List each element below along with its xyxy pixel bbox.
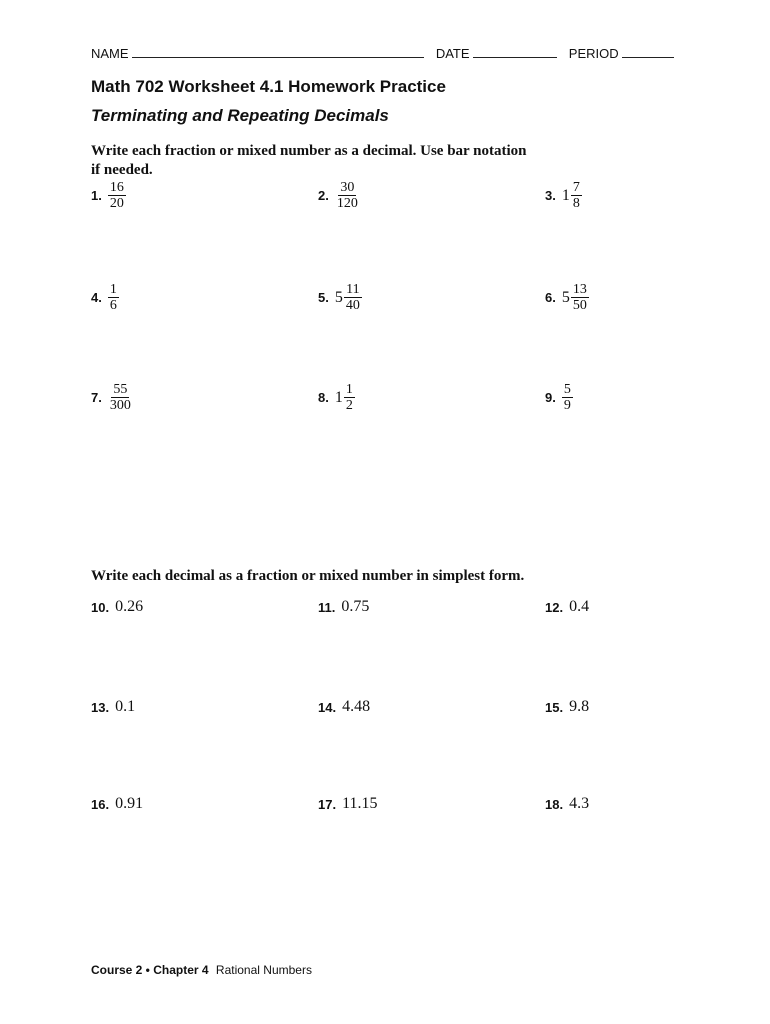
numerator: 7 <box>572 180 580 195</box>
name-label: NAME <box>91 46 129 61</box>
problem-number: 9. <box>545 390 556 405</box>
fraction-problem <box>318 180 360 211</box>
numerator: 30 <box>340 180 355 195</box>
problem-number: 8. <box>318 390 329 405</box>
page-subtitle: Terminating and Repeating Decimals <box>91 106 389 125</box>
problem-number: 15. <box>545 699 564 715</box>
numerator: 1 <box>109 282 117 297</box>
date-field[interactable] <box>473 47 557 58</box>
fraction <box>571 180 582 211</box>
section1-instruction <box>91 142 561 180</box>
decimal-problem <box>318 598 369 616</box>
denominator: 50 <box>572 298 587 313</box>
whole-number: 5 <box>561 288 570 306</box>
period-label: PERIOD <box>568 46 619 61</box>
denominator: 9 <box>563 398 571 413</box>
fraction <box>344 382 355 413</box>
fraction-problem <box>318 382 355 413</box>
denominator: 120 <box>336 196 358 211</box>
fraction-problem <box>545 382 573 413</box>
problem-number: 12. <box>545 599 564 615</box>
problem-number: 14. <box>318 699 337 715</box>
whole-number: 1 <box>334 388 343 406</box>
problem-number: 17. <box>318 796 337 812</box>
numerator: 13 <box>572 282 587 297</box>
problem-number: 11. <box>318 599 336 615</box>
decimal-problem <box>91 795 143 813</box>
fraction-problem <box>91 180 126 211</box>
fraction <box>562 382 573 413</box>
footer-course: Course 2 • Chapter 4 <box>91 963 209 977</box>
problem-number: 18. <box>545 796 564 812</box>
denominator: 300 <box>109 398 131 413</box>
whole-number: 5 <box>334 288 343 306</box>
decimal-problem <box>545 698 589 716</box>
section2-instruction: Write each decimal as a fraction or mixed number in simplest form. <box>91 568 525 584</box>
decimal-problem <box>545 795 589 813</box>
denominator: 6 <box>109 298 117 313</box>
problem-number: 4. <box>91 290 102 305</box>
problem-number: 16. <box>91 796 110 812</box>
numerator: 55 <box>113 382 128 397</box>
problem-number: 5. <box>318 290 329 305</box>
problem-number: 3. <box>545 188 556 203</box>
denominator: 40 <box>345 298 360 313</box>
decimal-value: 9.8 <box>569 698 590 715</box>
problem-number: 6. <box>545 290 556 305</box>
decimal-value: 0.91 <box>115 795 144 812</box>
decimal-value: 0.4 <box>569 598 590 615</box>
header-row <box>91 46 674 61</box>
decimal-problem <box>318 698 370 716</box>
fraction-problem <box>91 282 119 313</box>
denominator: 20 <box>109 196 124 211</box>
page-title: Math 702 Worksheet 4.1 Homework Practice <box>91 77 446 96</box>
decimal-value: 0.75 <box>341 598 370 615</box>
denominator: 8 <box>572 196 580 211</box>
decimal-problem <box>91 698 135 716</box>
fraction-problem <box>91 382 133 413</box>
decimal-value: 0.1 <box>115 698 136 715</box>
problem-number: 13. <box>91 699 110 715</box>
decimal-problem <box>318 795 377 813</box>
decimal-problem <box>91 598 143 616</box>
numerator: 16 <box>109 180 124 195</box>
numerator: 11 <box>346 282 360 297</box>
whole-number: 1 <box>561 186 570 204</box>
footer-topic: Rational Numbers <box>215 963 312 977</box>
numerator: 5 <box>563 382 571 397</box>
decimal-value: 11.15 <box>342 795 378 812</box>
fraction <box>108 180 126 211</box>
decimal-value: 4.48 <box>342 698 371 715</box>
period-field[interactable] <box>622 47 674 58</box>
problem-number: 7. <box>91 390 102 405</box>
decimal-value: 0.26 <box>115 598 144 615</box>
fraction <box>344 282 362 313</box>
problem-number: 2. <box>318 188 329 203</box>
problem-number: 1. <box>91 188 102 203</box>
fraction-problem <box>318 282 362 313</box>
problem-number: 10. <box>91 599 110 615</box>
numerator: 1 <box>345 382 353 397</box>
instruction-line-2: if needed. <box>91 162 153 178</box>
footer <box>91 963 312 977</box>
fraction <box>335 180 360 211</box>
decimal-problem <box>545 598 589 616</box>
instruction-line-1: Write each fraction or mixed number as a decimal. Use bar notation <box>91 143 527 159</box>
fraction <box>108 282 119 313</box>
fraction <box>108 382 133 413</box>
decimal-value: 4.3 <box>569 795 590 812</box>
fraction <box>571 282 589 313</box>
denominator: 2 <box>345 398 353 413</box>
name-field[interactable] <box>132 47 424 58</box>
fraction-problem <box>545 180 582 211</box>
date-label: DATE <box>435 46 470 61</box>
fraction-problem <box>545 282 589 313</box>
